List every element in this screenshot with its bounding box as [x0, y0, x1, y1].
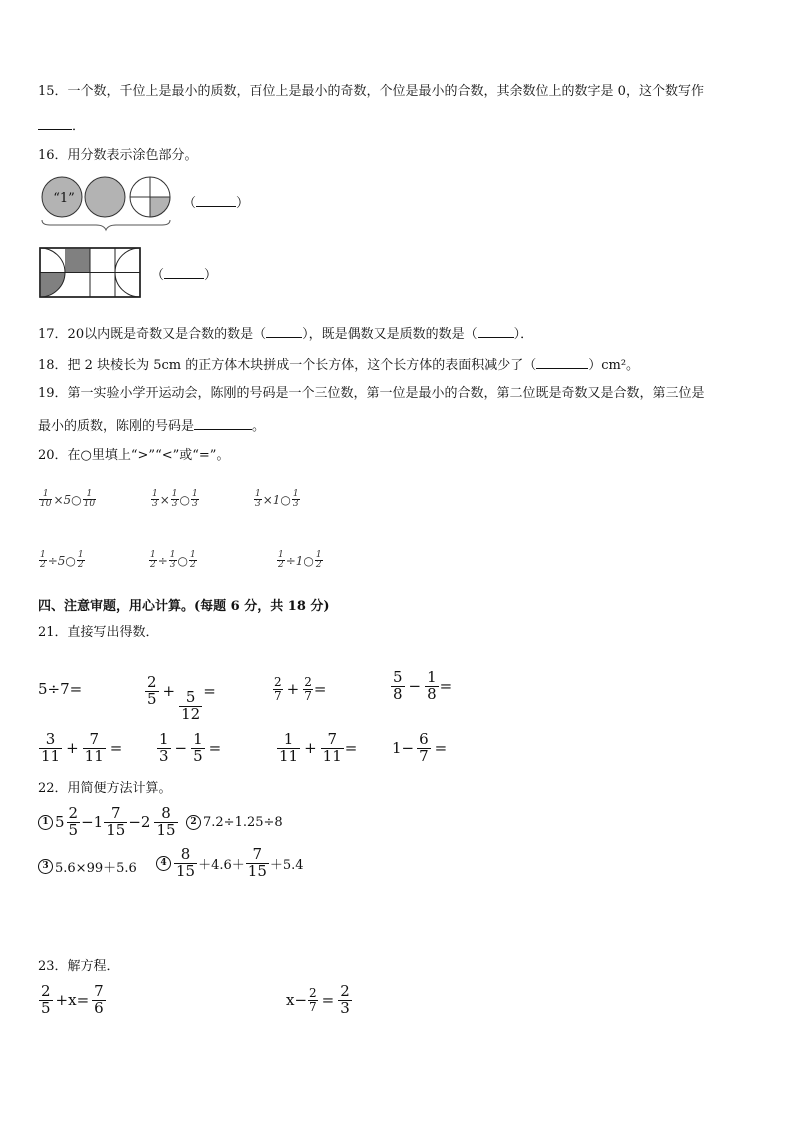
question-17: 17．20以内既是奇数又是合数的数是（ ），既是偶数又是质数的数是（ ）．: [38, 323, 533, 344]
circles-figure: [38, 174, 178, 236]
simplify-4: 4 $\frac{8}{15}$ ＋4.6＋ $\frac{7}{15}$ ＋5.4: [156, 847, 304, 880]
simplify-2: 2 7.2÷1.25÷8: [186, 815, 283, 830]
equation-1: $\frac{2}{5}$ +x= $\frac{7}{6}$: [41, 982, 104, 1017]
compare-item-5: $\frac{1}{2}$ ÷ $\frac{1}{3}$ ○ $\frac{1}{2}$: [150, 550, 196, 571]
answer-paren-circles: （ ）: [183, 192, 249, 213]
calc-7: $\frac{1}{11}$ + $\frac{7}{11}$ =: [279, 730, 358, 765]
simplify-1: 1 5 $\frac{2}{5}$ −1 $\frac{7}{15}$ −2 $\frac{8}{15}$: [38, 806, 179, 839]
calc-8: 1− $\frac{6}{7}$ =: [392, 730, 448, 765]
compare-item-4: $\frac{1}{2}$ ÷5○ $\frac{1}{2}$: [40, 550, 84, 571]
compare-item-1: $\frac{1}{10}$ ×5○ $\frac{1}{10}$: [40, 489, 96, 510]
question-22-title: 22．用简便方法计算。: [38, 781, 172, 796]
answer-paren-rectangle: （ ）: [151, 264, 217, 285]
shaded-circle-2: [85, 177, 125, 217]
question-19-line1: 19．第一实验小学开运动会，陈刚的号码是一个三位数，第一位是最小的合数，第二位既是奇数又是合数，第三位是: [38, 386, 705, 401]
calc-3: $\frac{2}{7}$ + $\frac{2}{7}$ =: [274, 675, 327, 703]
circle-label: “1”: [53, 191, 75, 206]
question-23-title: 23．解方程．: [38, 959, 120, 974]
question-18: 18．把 2 块棱长为 5cm 的正方体木块拼成一个长方体，这个长方体的表面积减少了（ ）cm²。: [38, 354, 639, 375]
question-16-title: 16．用分数表示涂色部分。: [38, 148, 198, 163]
calc-6: $\frac{1}{3}$ − $\frac{1}{5}$ =: [159, 730, 222, 765]
section-4-heading: 四、注意审题，用心计算。(每题 6 分，共 18 分): [38, 599, 330, 614]
question-15-line2: ．: [38, 115, 85, 136]
brace: [42, 220, 170, 230]
simplify-3: 3 5.6×99＋5.6: [38, 857, 137, 876]
calc-4: $\frac{5}{8}$ − $\frac{1}{8}$ =: [393, 668, 453, 703]
compare-item-2: $\frac{1}{3}$ × $\frac{1}{3}$ ○ $\frac{1}{3}$: [152, 489, 198, 510]
answer-blank[interactable]: [194, 415, 252, 430]
answer-blank[interactable]: [478, 323, 514, 338]
calc-5: $\frac{3}{11}$ + $\frac{7}{11}$ =: [41, 730, 123, 765]
calc-1: 5÷7=: [38, 680, 83, 698]
calc-2: $\frac{2}{5}$ + $\frac{5}{12}$ =: [147, 673, 216, 723]
compare-item-6: $\frac{1}{2}$ ÷1○ $\frac{1}{2}$: [278, 550, 322, 571]
answer-blank[interactable]: [536, 354, 588, 369]
quarter-circle-shaded: [150, 197, 170, 217]
answer-blank[interactable]: [164, 264, 204, 279]
rectangle-figure: [39, 247, 141, 299]
shaded-cell: [65, 248, 90, 273]
question-21-title: 21．直接写出得数．: [38, 625, 159, 640]
answer-blank[interactable]: [38, 115, 72, 130]
equation-2: x− $\frac{2}{7}$ = $\frac{2}{3}$: [286, 982, 350, 1017]
question-15-line1: 15．一个数，千位上是最小的质数，百位上是最小的奇数，个位是最小的合数，其余数位上的数字是 0，这个数写作: [38, 84, 704, 99]
answer-blank[interactable]: [196, 192, 236, 207]
compare-item-3: $\frac{1}{3}$ ×1○ $\frac{1}{3}$: [255, 489, 299, 510]
question-20-title: 20．在○里填上“>”“<”或“=”。: [38, 448, 230, 463]
question-19-line2: 最小的质数，陈刚的号码是 。: [38, 415, 265, 436]
answer-blank[interactable]: [266, 323, 302, 338]
